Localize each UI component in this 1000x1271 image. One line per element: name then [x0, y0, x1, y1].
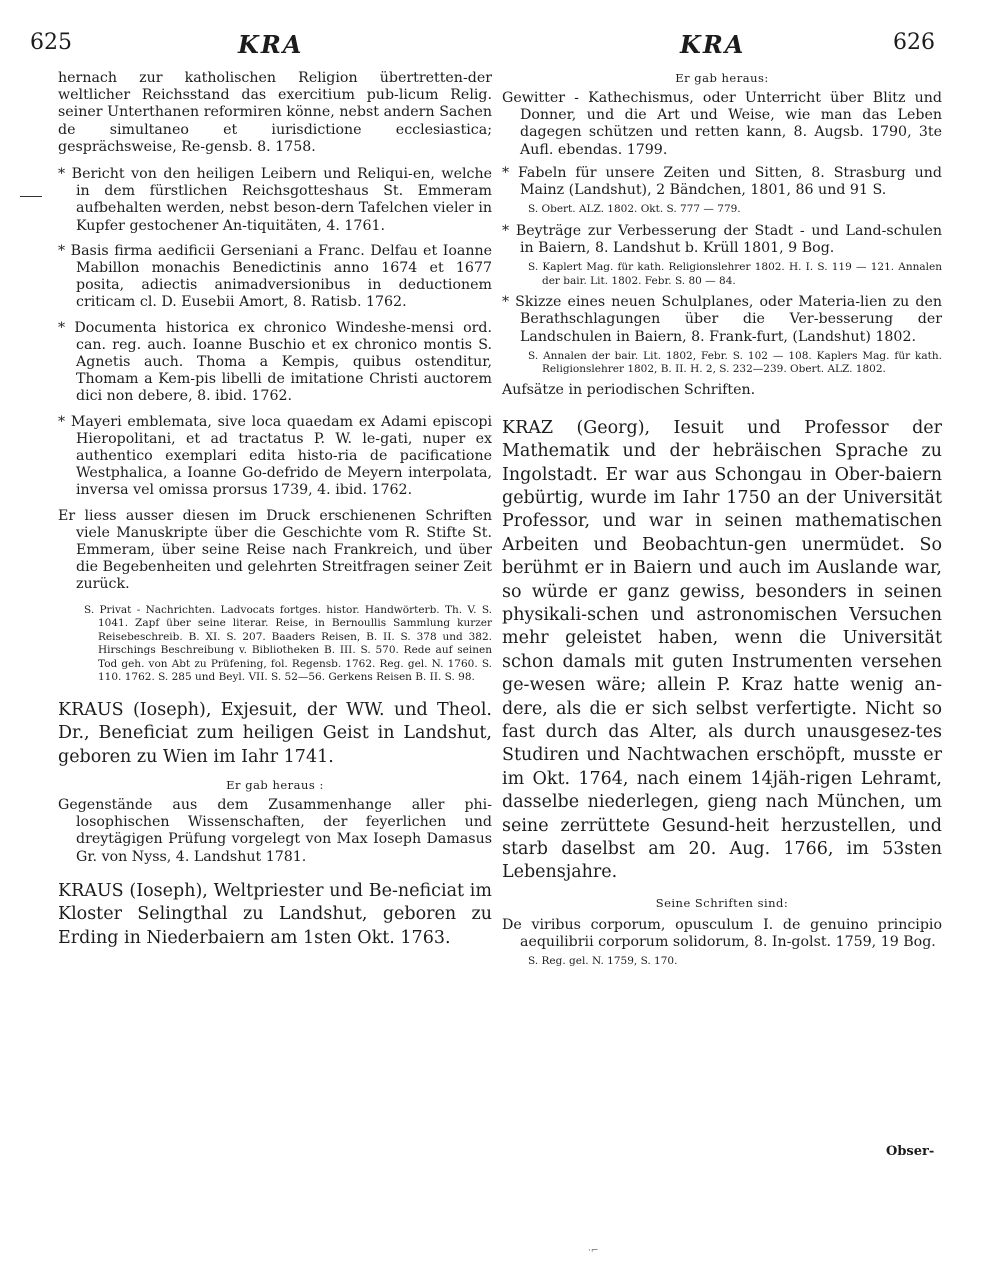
left-column — [58, 70, 492, 950]
bibliography-entry: * Beyträge zur Verbesserung der Stadt - und Land-schulen in Baiern, 8. Landshut b. Krüll 1801, 9 Bog. — [502, 222, 942, 256]
bibliography-entry: De viribus corporum, opusculum I. de genuino principio aequilibrii corporum solidorum, 8. In-golst. 1759, 19 Bog. — [502, 916, 942, 951]
right-column — [502, 70, 942, 969]
sources-note: S. Reg. gel. N. 1759, S. 170. — [528, 955, 678, 968]
manuscripts-paragraph: Er liess ausser diesen im Druck erschienenen Schriften viele Manuskripte über die Geschichte vom R. Stifte St. Emmeram, über seine Reise nach Frankreich, und über die Begebenheiten und gelehrten Streitfragen seiner Zeit zurück. — [58, 507, 492, 593]
continuation-paragraph: hernach zur katholischen Religion übertretten-der weltlicher Reichsstand das exercitium pub-licum Relig. seiner Unterthanen reformiren könne, nebst andern Sachen de simultaneo et iurisdictione ecclesiastica; gesprächsweise, Re-gensb. 8. 1758. — [58, 70, 492, 155]
right-page-number: 626 — [893, 30, 935, 55]
catchword: Obser- — [886, 1144, 935, 1159]
published-label: Er gab heraus: — [675, 71, 769, 85]
bibliography-entry: * Basis firma aedificii Gerseniani a Franc. Delfau et Ioanne Mabillon monachis Benedictinis anno 1674 et 1677 posita, adiectis animadversionibus in deductionem criticam cl. D. Eusebii Amort, 8. Ratisb. 1762. — [58, 242, 492, 311]
sources-note: S. Kaplert Mag. für kath. Religionslehrer 1802. H. I. S. 119 — 121. Annalen der bair. Lit. 1802. Febr. S. 80 — 84. — [528, 261, 942, 287]
sources-note: S. Annalen der bair. Lit. 1802, Febr. S. 102 — 108. Kaplers Mag. für kath. Religionslehrer 1802, B. II. H. 2, S. 232—239. Obert. ALZ. 1802. — [528, 349, 942, 376]
sources-note: S. Privat - Nachrichten. Ladvocats fortges. histor. Handwörterb. Th. V. S. 1041. Zapf über seine literar. Reise, in Bernoullis Sammlung kurzer Reisebeschreib. B. XI. S. 207. Baaders Reisen, B. II. S. 378 und 382. Hirschings Beschreibung v. Bibliotheken B. III. S. 570. Rede auf seinen Tod geh. von Abt zu Prüfening, fol. Regensb. 1762. Reg. gel. N. 1760. S. 110. 1762. S. 285 und Beyl. VII. S. 52—56. Gerkens Reisen B. II. S. 98. — [84, 603, 492, 684]
bibliography-entry: * Documenta historica ex chronico Windeshe-mensi ord. can. reg. auch. Ioanne Buschio et ex chronico montis S. Agnetis auch. Thoma a Kempis, quibus ostenditur, Thomam a Kem-pis libelli de imitatione Christi auctorem dici non debere, 8. ibid. 1762. — [58, 319, 492, 405]
bibliography-entry: * Skizze eines neuen Schulplanes, oder Materia-lien zu den Berathschlagungen über die Ver-besserung der Landschulen in Baiern, 8. Frank-furt, (Landshut) 1802. — [502, 294, 942, 345]
kraus-entry-heading: KRAUS (Ioseph), Weltpriester und Be-neficiat im Kloster Selingthal zu Landshut, geboren zu Erding in Niederbaiern am 1sten Okt. 1763. — [58, 880, 492, 948]
print-speck: ·⌐ — [588, 1246, 599, 1256]
periodicals-heading: Aufsätze in periodischen Schriften. — [502, 381, 756, 398]
margin-mark — [20, 196, 42, 197]
bibliography-entry: Gegenstände aus dem Zusammenhange aller phi-losophischen Wissenschaften, der feyerlichen und dreytägigen Prüfung vorgelegt von Max Ioseph Damasus Gr. von Nyss, 4. Landshut 1781. — [58, 796, 492, 865]
kraus-entry-heading: KRAUS (Ioseph), Exjesuit, der WW. und Theol. Dr., Beneficiat zum heiligen Geist in Landshut, geboren zu Wien im Iahr 1741. — [58, 699, 492, 767]
published-label: Er gab heraus : — [226, 777, 324, 792]
writings-label: Seine Schriften sind: — [655, 895, 789, 910]
right-running-title: KRA — [680, 30, 746, 59]
sources-note: S. Obert. ALZ. 1802. Okt. S. 777 — 779. — [528, 203, 741, 216]
left-page-number: 625 — [30, 30, 72, 55]
bibliography-entry: * Bericht von den heiligen Leibern und Reliqui-en, welche in dem fürstlichen Reichsgotteshaus St. Emmeram aufbehalten werden, nebst beson-dern Tafelchen vieler in Kupfer gestochener An-tiquitäten, 4. 1761. — [58, 166, 492, 234]
bibliography-entry: * Mayeri emblemata, sive loca quaedam ex Adami episcopi Hieropolitani, et ad tractatus P. W. le-gati, nuper ex authentico exemplari edita histo-ria de pacificatione Westphalica, a Ioanne Go-defrido de Meyern interpolata, inversa vel omissa prorsus 1739, 4. ibid. 1762. — [58, 413, 492, 499]
bibliography-entry: * Fabeln für unsere Zeiten und Sitten, 8. Strasburg und Mainz (Landshut), 2 Bändchen, 1801, 86 und 91 S. — [502, 164, 942, 199]
kraz-biography: KRAZ (Georg), Iesuit und Professor der Mathematik und der hebräischen Sprache zu Ingolstadt. Er war aus Schongau in Ober-baiern gebürtig, wurde im Iahr 1750 an der Universität Professor, und war in seinen mathematischen Arbeiten und Beobachtun-gen unermüdet. So berühmt er in Baiern und auch im Auslande war, so würde er ganz gewiss, besonders in seinen physikali-schen und astronomischen Versuchen mehr geleistet haben, wenn die Universität schon damals mit guten Instrumenten versehen ge-wesen wäre; allein P. Kraz hatte wenig an-dere, als die er sich selbst verfertigte. Nicht so fast durch das Alter, als durch unausgesez-tes Studiren und Nachtwachen erschöpft, musste er im Okt. 1764, nach einem 14jäh-rigen Lehramt, dasselbe niederlegen, gieng nach München, um seine zerrüttete Gesund-heit herzustellen, und starb daselbst am 20. Aug. 1766, im 53sten Lebensjahre. — [502, 417, 942, 883]
left-running-title: KRA — [238, 30, 304, 59]
bibliography-entry: Gewitter - Kathechismus, oder Unterricht über Blitz und Donner, und die Art und Weise, wie man das Leben dagegen schützen und retten kann, 8. Augsb. 1790, 3te Aufl. ebendas. 1799. — [502, 90, 942, 158]
